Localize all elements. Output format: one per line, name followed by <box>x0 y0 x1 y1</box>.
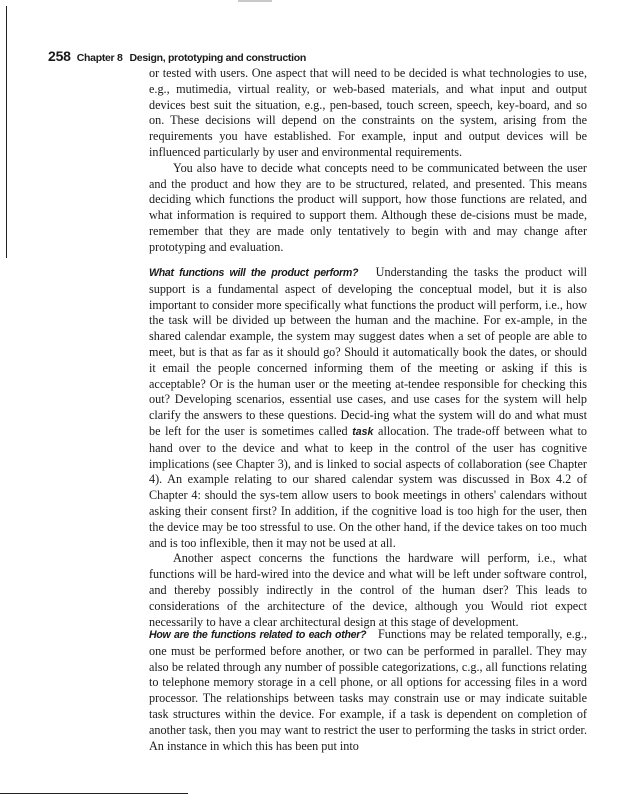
section-functions <box>149 265 587 630</box>
scan-mark <box>238 0 272 2</box>
body-text-top <box>149 66 587 256</box>
paragraph-hardware: Another aspect concerns the functions the hardware will perform, i.e., what functions will be hard-wired into the device and what will be left under software control, and thereby possibly indirectly in the control of the human dser? This leads to considerations of the architecture of the device, although you Would riot expect necessarily to have a clear architectural design at this stage of development. <box>149 551 587 629</box>
section-heading-functions: What functions will the product perform? <box>149 267 359 279</box>
functions-text: Understanding the tasks the product will support is a fundamental aspect of developing the conceptual model, but it is also important to consider more specifically what functions the product will perform, i.e., how the task will be divided up between the human and the machine. For ex-ample, in the shared calendar example, the system may suggest dates when a set of people are able to meet, but is that as far as it should go? Should it automatically book the dates, or should it email the people concerned informing them of the meeting or asking if this is acceptable? Or is the human user or the meeting at-tendee responsible for checking this out? Developing scenarios, essential use cases, and use cases for the system will help clarify the answers to these questions. Decid-ing what the system will do and what must be left for the user is sometimes called <box>149 265 587 438</box>
functions-text-continued: allocation. The trade-off between what to hand over to the device and what to keep in the control of the user has cognitive implications (see Chapter 3), and is linked to social aspects of collaboration (see Chapter 4). An example relating to our shared calendar system was discussed in Box 4.2 of Chapter 4: should the sys-tem allow users to book meetings in others' calendars without asking their consent first? In addition, if the cognitive load is too high for the user, then the device may be too stressful to use. On the other hand, if the device takes on too much and is too inflexible, then it may not be used at all. <box>149 423 587 550</box>
footer-rule <box>0 793 188 794</box>
binding-rule <box>6 6 7 258</box>
page-number: 258 <box>48 48 71 64</box>
paragraph-functions <box>149 265 587 551</box>
section-heading-relations: How are the functions related to each other? <box>149 629 367 641</box>
running-header <box>48 48 306 66</box>
relations-text: Functions may be related temporally, e.g., one must be performed before another, or two can be performed in parallel. They may also be related through any number of possible categorizations, c.g., all functions relating to telephone memory storage in a cell phone, or all options for accessing files in a word processor. The relationships between tasks may constrain use or may indicate suitable task structures within the device. For example, if a task is dependent on completion of another task, then you may want to restrict the user to performing the tasks in strict order. An instance in which this has been put into <box>149 627 587 753</box>
section-relations <box>149 627 587 754</box>
chapter-title: Design, prototyping and construction <box>129 52 306 64</box>
paragraph-relations <box>149 627 587 754</box>
paragraph-concepts: You also have to decide what concepts need to be communicated between the user and the product and how they are to be structured, related, and presented. This means deciding which functions the product will support, how those functions are related, and what information is required to support them. Although these de-cisions must be made, remember that they are made only tentatively to begin with and may change after prototyping and evaluation. <box>149 160 587 254</box>
chapter-label: Chapter 8 <box>76 52 123 64</box>
paragraph-technologies: or tested with users. One aspect that will need to be decided is what technologies to use, e.g., mutimedia, virtual reality, or web-based materials, and what input and output devices best suit the situation, e.g., pen-based, touch screen, speech, key-board, and so on. These decisions will depend on the constraints on the system, arising from the requirements you have established. For example, input and output devices will be influenced particularly by user and environmental requirements. <box>149 66 587 159</box>
emphasis-task: task <box>352 425 374 438</box>
